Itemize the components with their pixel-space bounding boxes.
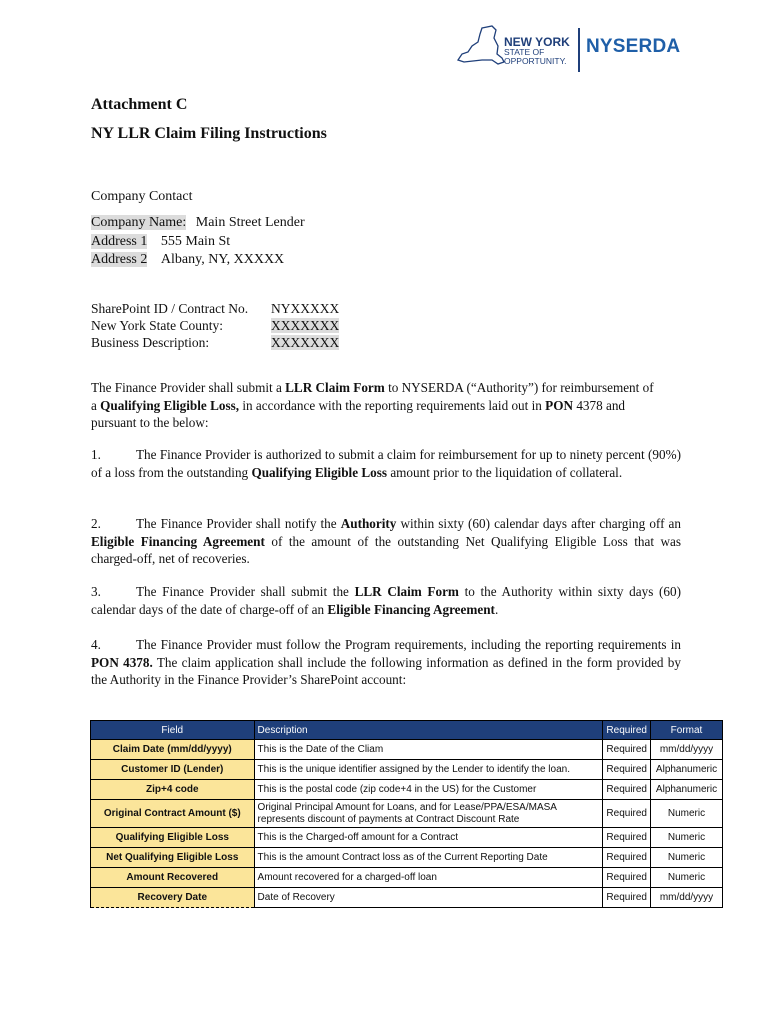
address1-value: 555 Main St [160,234,231,249]
field-format: Numeric [651,848,723,868]
nyserda-logo [452,24,688,78]
intro-paragraph [91,379,656,432]
table-row [91,740,723,760]
field-required: Required [603,848,651,868]
address2-value: Albany, NY, XXXXX [160,252,285,267]
field-required: Required [603,740,651,760]
item-bold: Eligible Financing Agreement [91,533,265,549]
field-description: Amount recovered for a charged-off loan [254,868,603,888]
intro-text-3: in accordance with the reporting requirements laid out in [239,397,546,413]
field-format: Numeric [651,828,723,848]
item-bold: PON 4378. [91,654,153,670]
county-value: XXXXXXX [271,318,340,333]
field-format: Numeric [651,800,723,828]
field-format: Alphanumeric [651,760,723,780]
logo-tagline-line2: OPPORTUNITY. [504,56,567,66]
contract-values [271,300,339,351]
field-format: Alphanumeric [651,780,723,800]
item-number: 2. [91,516,101,531]
field-name: Amount Recovered [91,868,255,888]
field-name: Qualifying Eligible Loss [91,828,255,848]
item-text: amount prior to the liquidation of collateral. [387,464,623,480]
field-required: Required [603,828,651,848]
field-required: Required [603,800,651,828]
item-text: The Finance Provider is authorized to submit a claim for reimbursement for up to ninety percent (90%) of a loss from the outstanding [91,447,681,480]
county-label: New York State County: [91,318,224,333]
company-contact-heading: Company Contact [91,189,193,204]
field-description: This is the Charged-off amount for a Contract [254,828,603,848]
field-description: Date of Recovery [254,888,603,908]
table-row [91,828,723,848]
field-name: Net Qualifying Eligible Loss [91,848,255,868]
field-format: mm/dd/yyyy [651,740,723,760]
business-value: XXXXXXX [271,335,340,350]
field-required: Required [603,760,651,780]
item-2 [91,515,681,568]
intro-text-4: 4378 and pursuant to the below: [91,397,626,430]
field-name: Recovery Date [91,888,255,908]
item-1 [91,446,681,481]
item-number: 4. [91,637,101,652]
intro-bold-1: LLR Claim Form [285,380,385,395]
field-description: This is the amount Contract loss as of the Current Reporting Date [254,848,603,868]
logo-state-name: NEW YORK [504,35,570,49]
intro-bold-2: Qualifying Eligible Loss, [100,397,240,413]
table-row [91,780,723,800]
item-text: The claim application shall include the following information as defined in the form provided by the Authority in the Finance Provider’s SharePoint account: [91,654,681,687]
company-name-value: Main Street Lender [195,215,305,230]
company-name-row [91,214,305,232]
table-row [91,888,723,908]
item-bold: Eligible Financing Agreement [327,601,495,617]
field-description: Original Principal Amount for Loans, and for Lease/PPA/ESA/MASA represents discount of payments at Contract Discount Rate [254,800,603,828]
new-york-state-map-icon [452,24,508,78]
logo-brand: NYSERDA [586,36,681,57]
column-header-description: Description [254,721,603,740]
field-name: Claim Date (mm/dd/yyyy) [91,740,255,760]
contract-info [91,300,248,351]
item-number: 1. [91,447,101,462]
item-bold: Authority [340,516,397,531]
table-row [91,868,723,888]
address2-row [91,251,284,269]
field-format: Numeric [651,868,723,888]
item-4 [91,636,681,689]
field-description: This is the Date of the Cliam [254,740,603,760]
sharepoint-label: SharePoint ID / Contract No. [91,301,249,316]
logo-tagline [504,48,567,66]
column-header-required: Required [603,721,651,740]
claim-fields-table [90,720,723,908]
address2-label: Address 2 [91,252,148,267]
item-number: 3. [91,584,101,599]
item-text: The Finance Provider must follow the Program requirements, including the reporting requirements in [136,637,681,652]
logo-divider [578,28,580,72]
field-required: Required [603,888,651,908]
table-header-row [91,721,723,740]
business-label: Business Description: [91,335,210,350]
item-text: . [494,601,499,617]
field-required: Required [603,780,651,800]
item-3 [91,583,681,618]
item-text: within sixty (60) calendar days after charging off an [396,516,681,531]
item-text: The Finance Provider shall submit the [136,584,355,599]
address1-label: Address 1 [91,234,148,249]
intro-bold-3: PON [545,397,574,413]
item-text: of the amount of the outstanding Net Qualifying Eligible Loss that was charged-off, net of recoveries. [91,533,681,566]
field-description: This is the postal code (zip code+4 in the US) for the Customer [254,780,603,800]
item-bold: LLR Claim Form [354,584,459,599]
column-header-field: Field [91,721,255,740]
table-row [91,848,723,868]
field-name: Customer ID (Lender) [91,760,255,780]
sharepoint-value: NYXXXXX [271,301,340,316]
address1-row [91,233,230,251]
field-description: This is the unique identifier assigned by the Lender to identify the loan. [254,760,603,780]
field-required: Required [603,868,651,888]
item-bold: Qualifying Eligible Loss [251,464,388,480]
logo-tagline-line1: STATE OF [504,47,545,57]
table-row [91,800,723,828]
column-header-format: Format [651,721,723,740]
intro-text-2: to NYSERDA (“Authority”) for reimbursement of a [91,380,654,413]
intro-text-1: The Finance Provider shall submit a [91,380,286,395]
table-row [91,760,723,780]
company-name-label: Company Name: [91,215,187,230]
document-subtitle: NY LLR Claim Filing Instructions [91,125,327,142]
document-title: Attachment C [91,96,188,113]
field-format: mm/dd/yyyy [651,888,723,908]
item-text: to the Authority within sixty days (60) calendar days of the date of charge-off of an [91,584,681,617]
field-name: Zip+4 code [91,780,255,800]
item-text: The Finance Provider shall notify the [136,516,341,531]
field-name: Original Contract Amount ($) [91,800,255,828]
